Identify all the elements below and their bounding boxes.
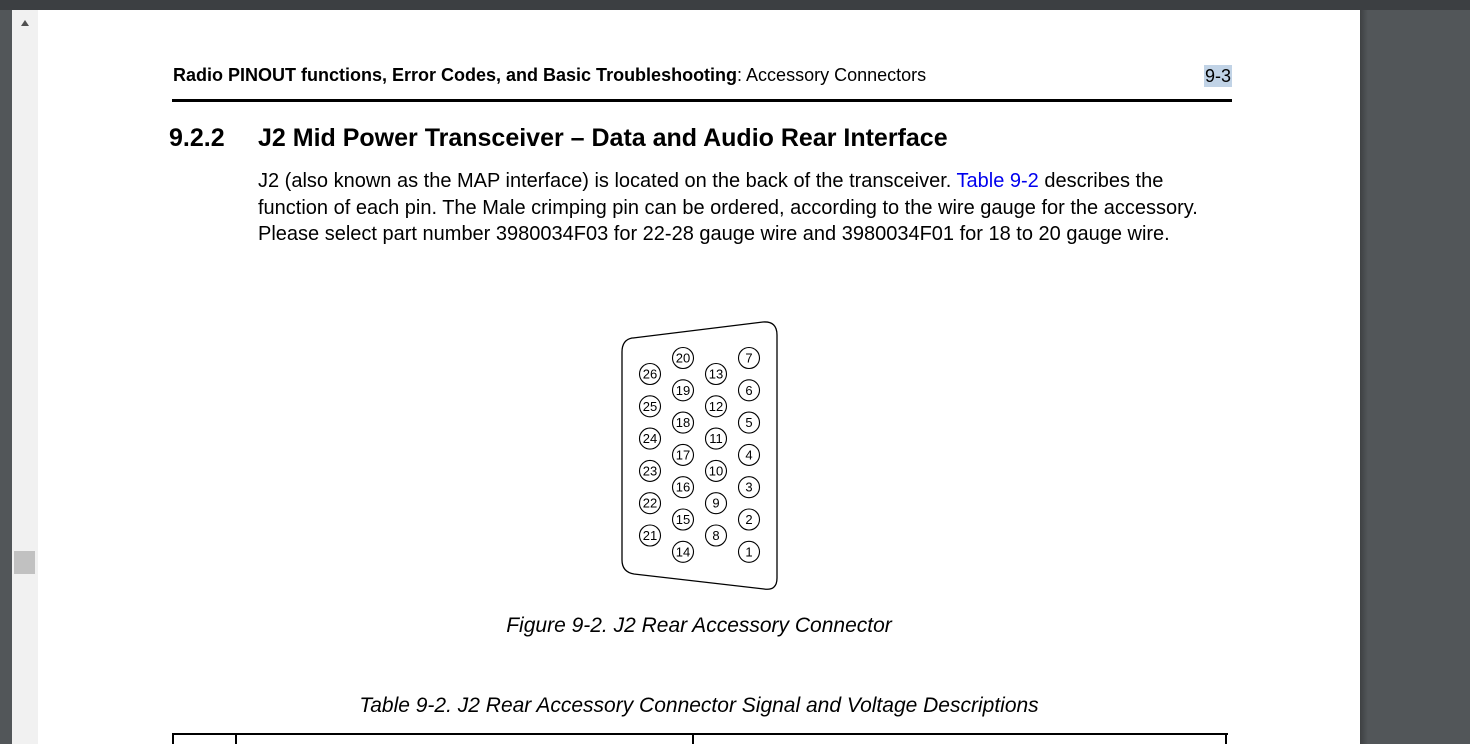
connector-pin-label: 25	[642, 398, 658, 414]
connector-pin-label: 4	[745, 447, 753, 463]
document-page	[38, 10, 1360, 744]
connector-pin-label: 6	[745, 382, 753, 398]
connector-pin-label: 23	[642, 463, 658, 479]
connector-pin-label: 20	[675, 350, 691, 366]
figure-caption	[38, 614, 1360, 638]
table-9-2-link[interactable]: Table 9-2	[956, 170, 1039, 192]
connector-pin-label: 7	[745, 350, 753, 366]
running-header-rest: : Accessory Connectors	[737, 65, 927, 85]
table-top-border	[172, 733, 1228, 735]
page-shadow	[1360, 10, 1368, 744]
connector-pin-label: 1	[745, 544, 753, 560]
j2-connector-diagram	[38, 10, 1360, 610]
vertical-scrollbar[interactable]	[12, 10, 38, 744]
connector-pin-label: 9	[712, 495, 720, 511]
table-right-border	[1225, 733, 1227, 744]
connector-pin-label: 3	[745, 479, 753, 495]
connector-pin-label: 8	[712, 528, 720, 543]
connector-pin-label: 17	[675, 447, 691, 463]
connector-pin-label: 15	[675, 512, 691, 527]
section-title: J2 Mid Power Transceiver – Data and Audio Rear Interface	[258, 124, 948, 152]
table-column-divider	[692, 733, 694, 744]
scroll-up-arrow-icon[interactable]	[18, 16, 32, 30]
connector-pin-label: 18	[675, 415, 691, 431]
connector-pin-label: 16	[675, 479, 691, 495]
connector-pin-label: 21	[642, 528, 658, 543]
connector-pin-label: 12	[708, 398, 724, 414]
connector-pin-label: 2	[745, 512, 753, 527]
body-text-part-2: describes the function of each pin. The Male crimping pin can be ordered, according to the wire gauge for the accessory. Please select part number 3980034F03 for 22-28 gauge wire and 3980034F01 for 18 to 20 gauge wire.	[258, 170, 1198, 245]
connector-pin-label: 10	[708, 463, 724, 479]
table-caption: Table 9-2. J2 Rear Accessory Connector Signal and Voltage Descriptions	[359, 694, 1039, 717]
table-left-border	[172, 733, 174, 744]
connector-pin-label: 26	[642, 366, 658, 382]
figure-caption-text: Figure 9-2. J2 Rear Accessory Connector	[506, 614, 892, 637]
page-number: 9-3	[1205, 66, 1232, 86]
viewer-top-bar	[0, 0, 1470, 10]
running-header-bold: Radio PINOUT functions, Error Codes, and Basic Troubleshooting	[173, 65, 738, 85]
connector-pin-label: 19	[675, 382, 691, 398]
connector-pin-label: 22	[642, 495, 658, 511]
scrollbar-thumb[interactable]	[14, 551, 35, 574]
connector-pin-label: 24	[642, 431, 658, 447]
connector-pins	[640, 348, 760, 563]
connector-outline	[622, 322, 777, 589]
body-text-part-1: J2 (also known as the MAP interface) is located on the back of the transceiver.	[258, 170, 957, 192]
section-number: 9.2.2	[169, 124, 225, 152]
connector-pin-label: 13	[708, 366, 724, 382]
table-column-divider	[235, 733, 237, 744]
connector-pin-label: 14	[675, 544, 691, 560]
connector-pin-label: 11	[709, 431, 723, 447]
connector-pin-label: 5	[745, 415, 753, 431]
